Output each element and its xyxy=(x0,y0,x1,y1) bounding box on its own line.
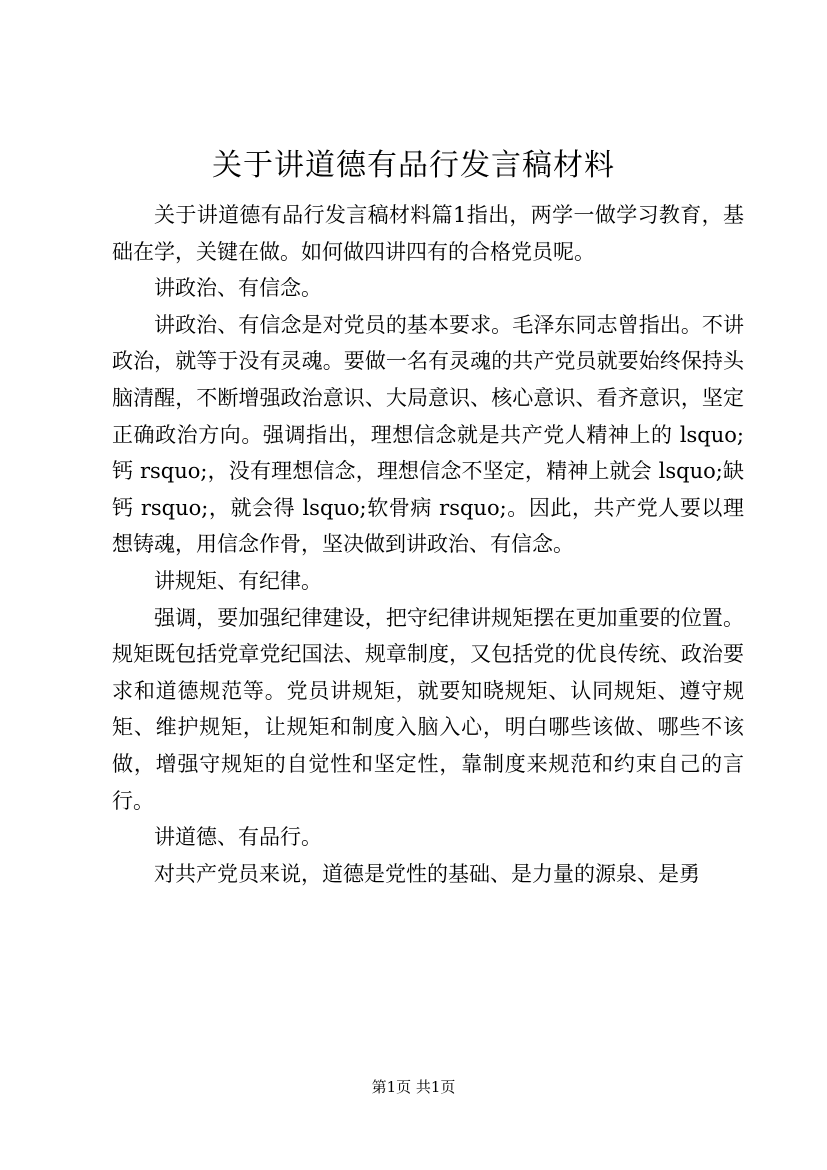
page-footer: 第1页 共1页 xyxy=(371,1078,456,1096)
document-title: 关于讲道德有品行发言稿材料 xyxy=(212,148,615,183)
paragraph-politics: 讲政治、有信念是对党员的基本要求。毛泽东同志曾指出。不讲政治，就等于没有灵魂。要做一名有灵魂的共产党员就要始终保持头脑清醒，不断增强政治意识、大局意识、核心意识、看齐意识，坚定正确政治方向。强调指出，理想信念就是共产党人精神上的 lsquo;钙 rsquo;，没有理想信念，理想信念不坚定，精神上就会 lsquo;缺钙 rsquo;，就会得 lsquo;软骨病 rsquo;。因此，共产党人要以理想铸魂，用信念作骨，坚决做到讲政治、有信念。 xyxy=(112,312,744,557)
heading-morality: 讲道德、有品行。 xyxy=(154,825,322,850)
paragraph-intro: 关于讲道德有品行发言稿材料篇1指出，两学一做学习教育，基础在学，关键在做。如何做四讲四有的合格党员呢。 xyxy=(112,203,744,264)
document-body xyxy=(112,197,744,892)
paragraph-morality: 对共产党员来说，道德是党性的基础、是力量的源泉、是勇 xyxy=(154,861,700,886)
heading-rules: 讲规矩、有纪律。 xyxy=(154,568,322,593)
paragraph-rules: 强调，要加强纪律建设，把守纪律讲规矩摆在更加重要的位置。规矩既包括党章党纪国法、规章制度，又包括党的优良传统、政治要求和道德规范等。党员讲规矩，就要知晓规矩、认同规矩、遵守规矩、维护规矩，让规矩和制度入脑入心，明白哪些该做、哪些不该做，增强守规矩的自觉性和坚定性，靠制度来规范和约束自己的言行。 xyxy=(112,605,744,813)
heading-politics: 讲政治、有信念。 xyxy=(154,276,322,301)
